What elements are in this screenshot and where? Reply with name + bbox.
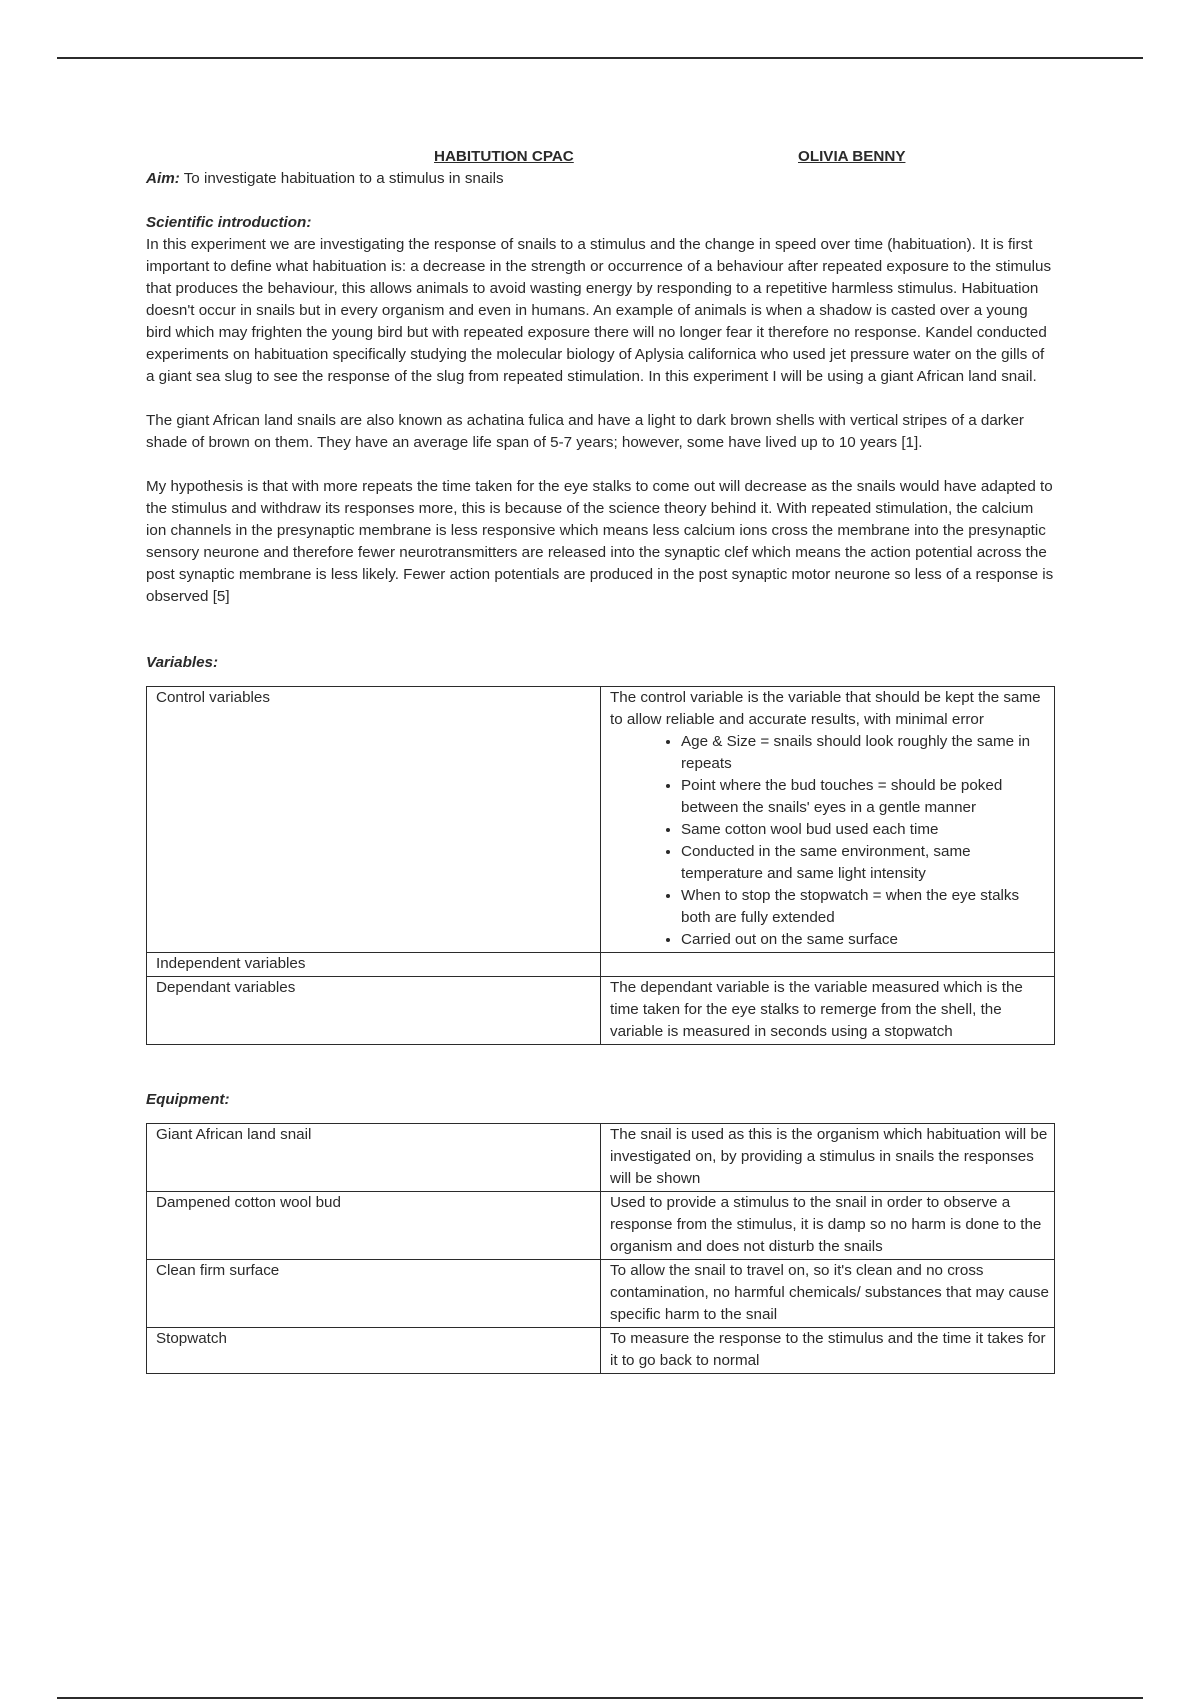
equipment-item: Stopwatch <box>147 1328 601 1374</box>
table-row <box>147 953 1055 977</box>
list-item: • Age & Size = snails should look roughly the same in repeats <box>681 731 1050 775</box>
list-item: • Conducted in the same environment, same temperature and same light intensity <box>681 841 1050 885</box>
equipment-item: Giant African land snail <box>147 1124 601 1192</box>
header-rule <box>57 57 1143 59</box>
equipment-purpose: To allow the snail to travel on, so it's clean and no cross contamination, no harmful chemicals/ substances that may cause specific harm to the snail <box>601 1260 1055 1328</box>
table-row <box>147 687 1055 953</box>
aim-label: Aim: <box>146 170 180 187</box>
aim-line <box>146 168 1056 190</box>
equipment-item: Clean firm surface <box>147 1260 601 1328</box>
introduction-paragraph-2: The giant African land snails are also known as achatina fulica and have a light to dark brown shells with vertical stripes of a darker shade of brown on them. They have an average life span of 5-7 years; however, some have lived up to 10 years [1]. <box>146 412 1024 451</box>
independent-variables-label: Independent variables <box>147 953 601 977</box>
table-row <box>147 1260 1055 1328</box>
hypothesis-paragraph: My hypothesis is that with more repeats the time taken for the eye stalks to come out will decrease as the snails would have adapted to the stimulus and withdraw its responses more, this is because of the science theory behind it. With repeated stimulation, the calcium ion channels in the presynaptic membrane is less responsive which means less calcium ions cross the membrane into the presynaptic sensory neurone and therefore fewer neurotransmitters are released into the synaptic clef which means the action potential across the post synaptic membrane is less likely. Fewer action potentials are produced in the post synaptic motor neurone so less of a response is observed [5] <box>146 478 1054 605</box>
table-row <box>147 1192 1055 1260</box>
table-row <box>147 977 1055 1045</box>
equipment-heading: Equipment: <box>146 1091 230 1108</box>
footer-rule <box>57 1697 1143 1699</box>
control-variables-label: Control variables <box>147 687 601 953</box>
equipment-table <box>146 1123 1055 1374</box>
author-name: OLIVIA BENNY <box>798 148 906 165</box>
list-item: • When to stop the stopwatch = when the eye stalks both are fully extended <box>681 885 1050 929</box>
introduction-heading: Scientific introduction: <box>146 214 312 231</box>
list-item: • Same cotton wool bud used each time <box>681 819 1050 841</box>
list-item: • Carried out on the same surface <box>681 929 1050 951</box>
list-item: • Point where the bud touches = should be poked between the snails' eyes in a gentle manner <box>681 775 1050 819</box>
dependent-variables-description: The dependant variable is the variable measured which is the time taken for the eye stalks to remerge from the shell, the variable is measured in seconds using a stopwatch <box>601 977 1055 1045</box>
control-variables-cell <box>601 687 1055 953</box>
equipment-purpose: To measure the response to the stimulus and the time it takes for it to go back to normal <box>601 1328 1055 1374</box>
equipment-purpose: The snail is used as this is the organism which habituation will be investigated on, by providing a stimulus in snails the responses will be shown <box>601 1124 1055 1192</box>
document-page <box>146 146 1056 1374</box>
dependent-variables-label: Dependant variables <box>147 977 601 1045</box>
control-variables-list <box>610 731 1050 951</box>
control-variables-intro: The control variable is the variable that should be kept the same to allow reliable and accurate results, with minimal error <box>610 689 1041 728</box>
equipment-purpose: Used to provide a stimulus to the snail in order to observe a response from the stimulus, it is damp so no harm is done to the organism and does not disturb the snails <box>601 1192 1055 1260</box>
aim-text: To investigate habituation to a stimulus in snails <box>179 170 504 187</box>
independent-variables-description <box>601 953 1055 977</box>
table-row <box>147 1328 1055 1374</box>
equipment-item: Dampened cotton wool bud <box>147 1192 601 1260</box>
variables-heading: Variables: <box>146 654 219 671</box>
variables-table <box>146 686 1055 1045</box>
document-title: HABITUTION CPAC <box>434 148 574 165</box>
introduction-paragraph-1: In this experiment we are investigating the response of snails to a stimulus and the change in speed over time (habituation). It is first important to define what habituation is: a decrease in the strength or occurrence of a behaviour after repeated exposure to the stimulus that produces the behaviour, this allows animals to avoid wasting energy by responding to a repetitive harmless stimulus. Habituation doesn't occur in snails but in every organism and even in humans. An example of animals is when a shadow is casted over a young bird which may frighten the young bird but with repeated exposure there will no longer fear it therefore no response. Kandel conducted experiments on habituation specifically studying the molecular biology of Aplysia californica who used jet pressure water on the gills of a giant sea slug to see the response of the slug from repeated stimulation. In this experiment I will be using a giant African land snail. <box>146 236 1052 385</box>
table-row <box>147 1124 1055 1192</box>
title-row <box>146 146 1056 168</box>
